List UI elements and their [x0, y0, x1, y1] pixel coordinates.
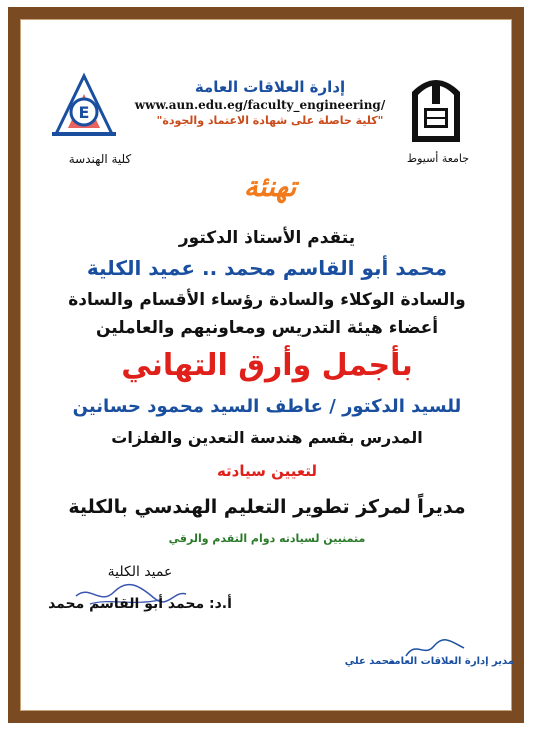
pr-director-name: محمد علي — [344, 656, 396, 667]
faculty-label: كلية الهندسة — [68, 152, 132, 166]
assiut-university-logo-icon — [408, 70, 464, 144]
vice-deans-line: والسادة الوكلاء والسادة رؤساء الأقسام والسادة — [68, 290, 466, 310]
faculty-url: www.aun.edu.eg/faculty_engineering/ — [134, 98, 386, 112]
signature-title: عميد الكلية — [107, 564, 173, 580]
certificate-title: تهنئة — [243, 170, 297, 203]
presenter-line: يتقدم الأستاذ الدكتور — [178, 228, 356, 248]
pr-director-title: مدير إدارة العلاقات العامة — [388, 656, 514, 667]
signatory-name: أ.د: محمد أبو القاسم محمد — [48, 596, 232, 612]
congratulations-line: بأجمل وأرق التهاني — [121, 348, 413, 383]
staff-line: أعضاء هيئة التدريس ومعاونيهم والعاملين — [95, 318, 439, 338]
recipient-position-line: المدرس بقسم هندسة التعدين والفلزات — [111, 428, 423, 447]
university-label: جامعة أسيوط — [406, 152, 470, 165]
dean-name-line: محمد أبو القاسم محمد .. عميد الكلية — [86, 256, 448, 280]
wishes-line: متمنيين لسيادته دوام التقدم والرقي — [168, 532, 366, 545]
appointment-line: لتعيين سيادته — [216, 462, 318, 480]
recipient-name-line: للسيد الدكتور / عاطف السيد محمود حسانين — [72, 396, 462, 417]
accreditation-note: "كلية حاصلة على شهادة الاعتماد والجودة" — [156, 114, 384, 127]
faculty-engineering-logo-icon — [48, 68, 120, 140]
svg-text:E: E — [78, 103, 90, 122]
new-role-line: مديراً لمركز تطوير التعليم الهندسي بالكلية — [68, 496, 466, 518]
department-title: إدارة العلاقات العامة — [194, 78, 346, 96]
